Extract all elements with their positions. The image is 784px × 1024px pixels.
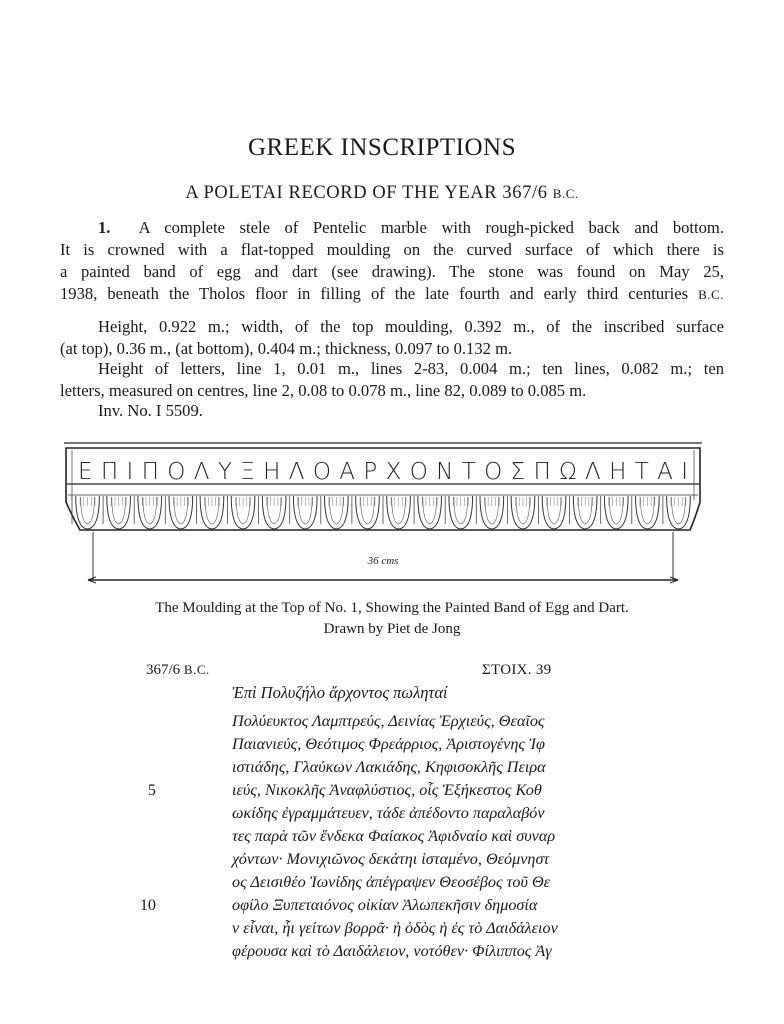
line-number: 5 (147, 781, 156, 799)
inscription-line: ιστιάδης, Γλαύκων Λακιάδης, Κηφισοκλῆς Πειρα (232, 758, 546, 776)
inscription-line: χόντων· Μονιχιῶνος δεκάτηι ἱσταμένο, Θεόμνηστ (232, 850, 550, 868)
inscription-line: Πολύευκτος Λαμπτρεύς, Δεινίας Ἐρχιεύς, Θεαῖος (232, 712, 545, 730)
description-line: a painted band of egg and dart (see drawing). The stone was found on May 25, (60, 262, 724, 281)
letter-height-line: letters, measured on centres, line 2, 0.08 to 0.078 m., line 82, 0.089 to 0.085 m. (60, 381, 587, 400)
inscription-line: Παιανιεύς, Θεότιμος Φρεάρριος, Ἀριστογένης Ἰφ (232, 735, 545, 753)
stoichedon-label: ΣΤΟΙΧ. 39 (482, 662, 552, 678)
entry-number: 1. (98, 218, 111, 237)
inscription-line: ωκίδης ἐγραμμάτευεν, τάδε ἀπέδοντο παραλαβόν (232, 804, 545, 822)
description-paragraph (60, 217, 724, 306)
dimensions-line: Height, 0.922 m.; width, of the top moulding, 0.392 m., of the inscribed surface (98, 317, 724, 336)
description-text: 1938, beneath the Tholos floor in filling of the late fourth and early third centuries (60, 284, 689, 303)
description-line: It is crowned with a flat-topped moulding on the curved surface of which there is (60, 240, 724, 259)
inscription-line: ιεύς, Νικοκλῆς Ἀναφλύστιος, οἷς Ἐξήκεστος Κοθ (232, 781, 542, 799)
dimensions-line: (at top), 0.36 m., (at bottom), 0.404 m.; thickness, 0.097 to 0.132 m. (60, 339, 513, 358)
inscription-line: ν εἶναι, ἧι γείτων βορρᾶ· ἡ ὁδὸς ἡ ἐς τὸ Δαιδάλειον (232, 919, 558, 937)
inscription-line: τες παρὰ τῶν ἕνδεκα Φαίακος Ἀφιδναίο καὶ συναρ (232, 827, 556, 845)
line-number: 10 (139, 896, 156, 914)
inventory-paragraph (60, 400, 724, 422)
era-label: B.C. (698, 287, 724, 302)
description-line (60, 217, 724, 239)
dimensions-paragraph (60, 316, 724, 360)
figure-caption: The Moulding at the Top of No. 1, Showing the Painted Band of Egg and Dart. (155, 600, 629, 616)
section-subtitle (0, 183, 764, 204)
page-title: GREEK INSCRIPTIONS (247, 134, 517, 161)
inscription-date-era: B.C. (183, 662, 210, 677)
inscription-date-value: 367/6 (146, 662, 181, 678)
scale-label: 36 cms (367, 555, 399, 567)
inscribed-text: ΕΠΙΠΟΛΥΞΗΛΟΑΡΧΟΝΤΟΣΠΩΛΗΤΑΙ (78, 459, 688, 485)
inscription-line: ος Δεισιθέο Ἰωνίδης ἀπέγραψεν Θεοσέβος τοῦ Θε (232, 873, 551, 891)
figure-credit: Drawn by Piet de Jong (323, 621, 461, 637)
egg-and-dart-band (72, 496, 690, 529)
subtitle-text: A POLETAI RECORD OF THE YEAR 367/6 (185, 183, 548, 203)
inventory-number: Inv. No. I 5509. (98, 401, 203, 420)
inscription-line: φέρουσα καὶ τὸ Δαιδάλειον, νοτόθεν· Φίλιππος Ἀγ (232, 942, 552, 960)
letter-height-line: Height of letters, line 1, 0.01 m., lines 2-83, 0.004 m.; ten lines, 0.082 m.; ten (98, 359, 724, 378)
inscription-date (146, 662, 210, 679)
description-text: A complete stele of Pentelic marble with rough-picked back and bottom. (138, 218, 724, 237)
description-line (60, 283, 724, 306)
letter-height-paragraph (60, 358, 724, 402)
subtitle-era: B.C. (552, 186, 579, 201)
moulding-drawing (58, 440, 708, 595)
inscription-heading: Ἐπὶ Πολυζήλο ἄρχοντος πωληταί (232, 683, 448, 702)
inscription-line: οφίλο Ξυπεταιόνος οἰκίαν Ἀλωπεκῆσιν δημοσία (232, 896, 538, 914)
